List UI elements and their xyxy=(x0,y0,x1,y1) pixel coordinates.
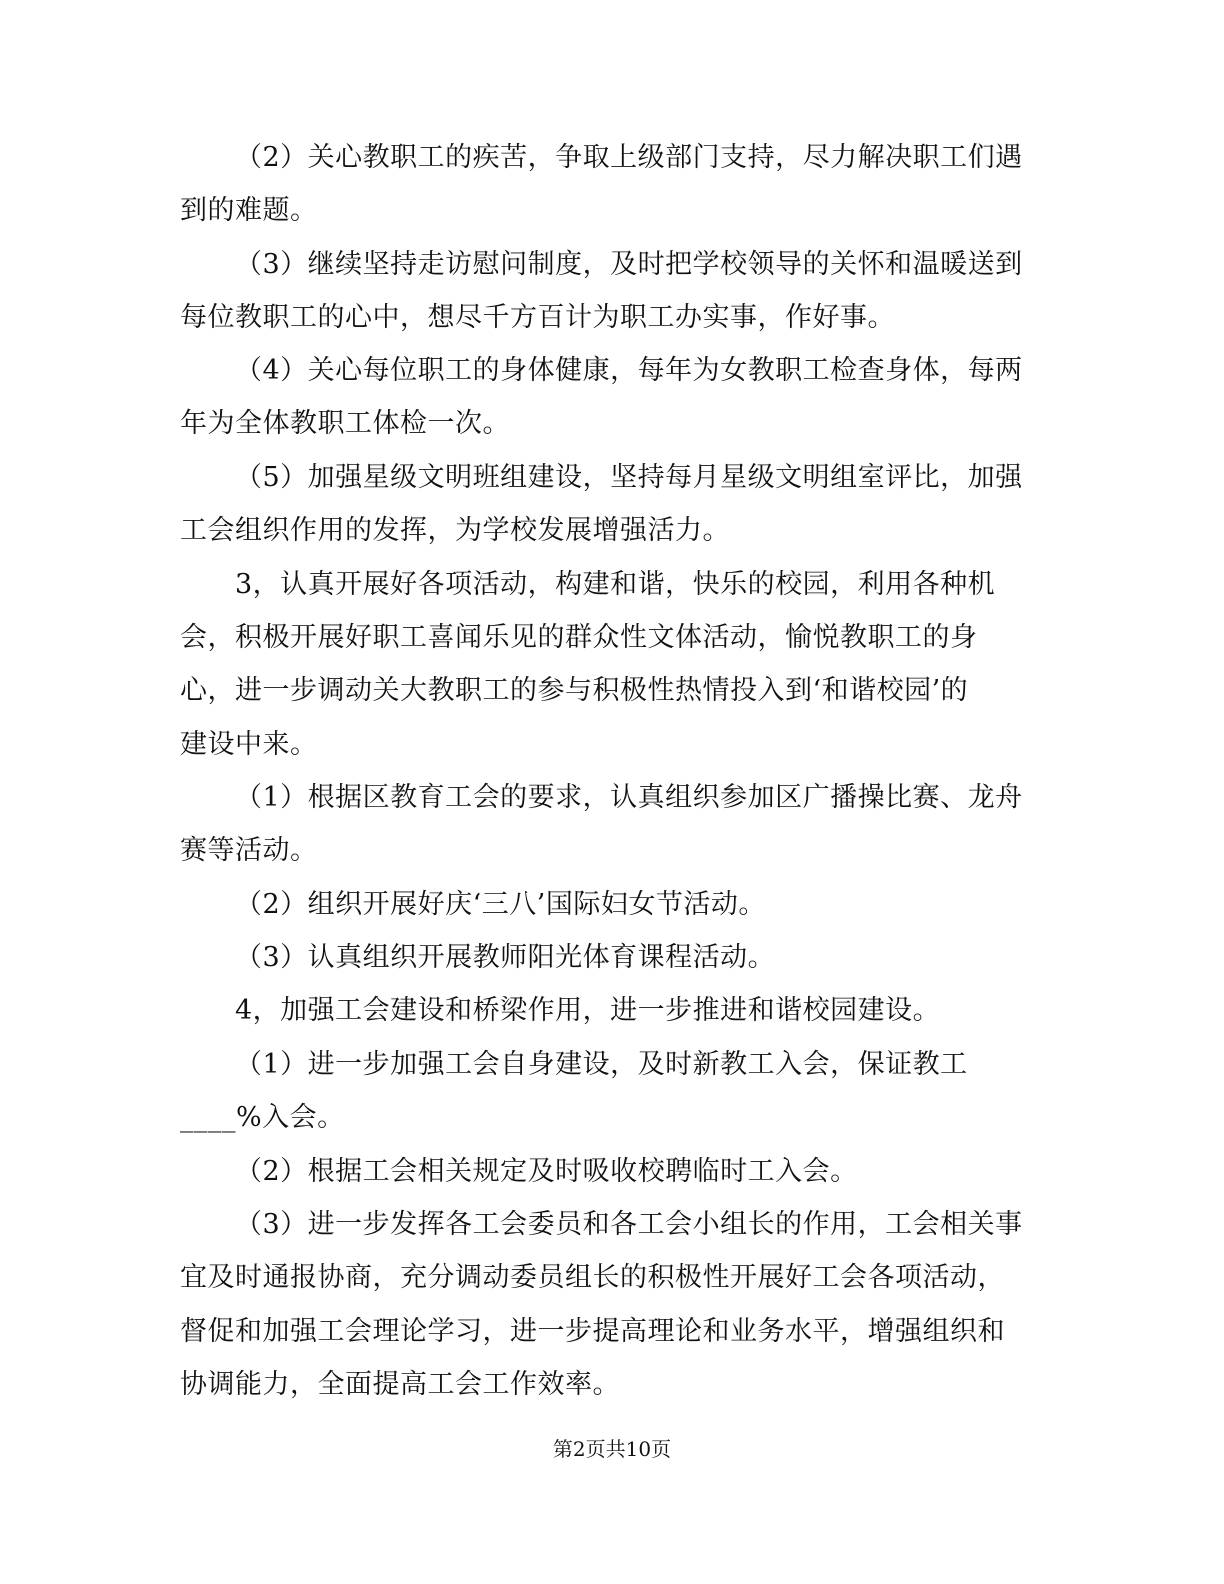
paragraph-line: 工会组织作用的发挥，为学校发展增强活力。 xyxy=(180,515,730,546)
paragraph-line: 每位教职工的心中，想尽千方百计为职工办实事，作好事。 xyxy=(180,302,895,333)
paragraph-line: 会，积极开展好职工喜闻乐见的群众性文体活动，愉悦教职工的身 xyxy=(180,622,978,653)
paragraph-line: （3）进一步发挥各工会委员和各工会小组长的作用，工会相关事 xyxy=(235,1209,1023,1240)
paragraph-line: （2）根据工会相关规定及时吸收校聘临时工入会。 xyxy=(235,1156,858,1187)
paragraph-line: 赛等活动。 xyxy=(180,835,318,866)
paragraph-line: 4，加强工会建设和桥梁作用，进一步推进和谐校园建设。 xyxy=(235,995,941,1026)
paragraph-line: 3，认真开展好各项活动，构建和谐，快乐的校园，利用各种机 xyxy=(235,569,996,600)
paragraph-line: 到的难题。 xyxy=(180,195,318,226)
paragraph-line: 心，进一步调动关大教职工的参与积极性热情投入到‘和谐校园’的 xyxy=(180,675,969,706)
paragraph-line: 建设中来。 xyxy=(180,729,318,760)
paragraph-line: （2）组织开展好庆‘三八’国际妇女节活动。 xyxy=(235,889,766,920)
paragraph-line: （2）关心教职工的疾苦，争取上级部门支持，尽力解决职工们遇 xyxy=(235,142,1023,173)
paragraph-line: 督促和加强工会理论学习，进一步提高理论和业务水平，增强组织和 xyxy=(180,1316,1005,1347)
paragraph-line: （3）继续坚持走访慰问制度，及时把学校领导的关怀和温暖送到 xyxy=(235,249,1023,280)
paragraph-line: （5）加强星级文明班组建设，坚持每月星级文明组室评比，加强 xyxy=(235,462,1023,493)
paragraph-line: （4）关心每位职工的身体健康，每年为女教职工检查身体，每两 xyxy=(235,355,1023,386)
paragraph-line: 协调能力，全面提高工会工作效率。 xyxy=(180,1369,620,1400)
paragraph-line: （3）认真组织开展教师阳光体育课程活动。 xyxy=(235,942,776,973)
paragraph-line: ____%入会。 xyxy=(180,1102,345,1133)
paragraph-line: （1）进一步加强工会自身建设，及时新教工入会，保证教工 xyxy=(235,1049,968,1080)
paragraph-line: （1）根据区教育工会的要求，认真组织参加区广播操比赛、龙舟 xyxy=(235,782,1023,813)
page-number-footer: 第2页共10页 xyxy=(552,1437,672,1461)
paragraph-line: 宜及时通报协商，充分调动委员组长的积极性开展好工会各项活动， xyxy=(180,1262,1005,1293)
paragraph-line: 年为全体教职工体检一次。 xyxy=(180,408,510,439)
